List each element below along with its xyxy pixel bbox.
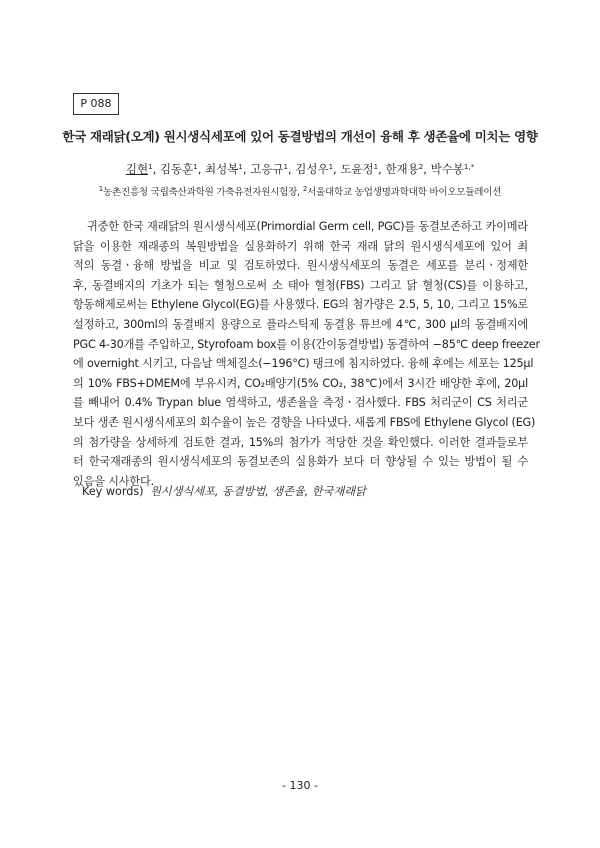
abstract-line: 적의 동결ㆍ융해 방법을 비교 및 검토하였다. 원시생식세포의 동결은 세포를 분리ㆍ정제한 [73, 259, 528, 273]
author [295, 162, 333, 176]
abstract-line: 귀중한 한국 재래닭의 원시생식세포(Primordial Germ cell, PGC)를 동결보존하고 카이메라 [87, 220, 528, 233]
keywords-values: 원시생식세포, 동결방법, 생존율, 한국재래닭 [150, 485, 366, 498]
abstract-line: 후, 동결배지의 기초가 되는 혈청으로써 소 태아 혈청(FBS) 그리고 닭 혈청(CS)를 이용하고, [73, 278, 528, 292]
author-name: 김성우 [295, 162, 329, 176]
keywords [82, 483, 366, 499]
author [205, 162, 243, 176]
author [126, 162, 153, 176]
keywords-label: Key words) [82, 485, 144, 498]
page-number: - 130 - [282, 779, 318, 792]
abstract-body [73, 217, 540, 491]
author-name: 고응규 [250, 162, 284, 176]
affiliation-mark: 2 [302, 185, 308, 193]
author-name: 한재용 [385, 162, 419, 176]
author [340, 162, 378, 176]
affiliation-text: 서울대학교 농업생명과학대학 바이오모듈레이션 [307, 187, 502, 198]
author-name: 도윤정 [340, 162, 374, 176]
abstract-line: 를 빼내어 0.4% Trypan blue 염색하고, 생존율을 측정ㆍ검사했다. FBS 처리군이 CS 처리군 [73, 396, 528, 410]
author-affiliation-mark: 1 [283, 163, 288, 171]
abstract-line: 닭을 이용한 재래종의 복원방법을 실용화하기 위해 한국 재래 닭의 원시생식세포에 있어 최 [73, 239, 528, 253]
paper-title: 한국 재래닭(오계) 원시생식세포에 있어 동결방법의 개선이 융해 후 생존율에 미치는 영향 [62, 129, 538, 144]
author-affiliation-mark: 1 [148, 163, 153, 171]
abstract-line: 의 첨가량을 상세하게 검토한 결과, 15%의 첨가가 적당한 것을 확인했다. 이러한 결과들로부 [73, 435, 528, 449]
abstract-line: 보다 생존 원시생식세포의 회수율이 높은 경향을 나타냈다. 새롭게 FBS에 Ethylene Glycol (EG) [73, 415, 536, 429]
author-name: 김현 [125, 162, 149, 176]
abstract-line: 설정하고, 300ml의 동결배지 용량으로 플라스틱제 동결용 튜브에 4℃, 300 μl의 동결배지에 [73, 317, 528, 331]
abstract-line: 터 한국재래종의 원시생식세포의 동결보존의 실용화가 보다 더 향상될 수 있는 방법이 될 수 [73, 455, 528, 469]
abstract-line: 항동해제로써는 Ethylene Glycol(EG)를 사용했다. EG의 첨가량은 2.5, 5, 10, 그리고 15%로 [73, 298, 528, 312]
author-affiliation-mark: 2 [418, 163, 424, 171]
author [250, 162, 288, 176]
author-name: 김동훈 [159, 162, 194, 176]
abstract-line: 의 10% FBS+DMEM에 부유시켜, CO₂배양기(5% CO₂, 38℃)에서 3시간 배양한 후에, 20μl [73, 376, 528, 390]
author [160, 162, 198, 176]
author-affiliation-mark: 1 [238, 163, 243, 171]
author-name: 박수봉 [430, 162, 464, 176]
abstract-line: 에 overnight 시키고, 다음날 액체질소(−196°C) 탱크에 침지하였다. 융해 후에는 세포는 125μl [73, 357, 534, 371]
author-affiliation-mark: 1 [193, 163, 198, 171]
author-list: 김현$^1$, 김동훈$^1$, 최성복$^1$, 고응규$^1$, 김성우$^1$, 도윤정$^1$, 한재용$^2$, 박수봉$^{1,*}$ [125, 162, 475, 176]
author [431, 162, 475, 176]
author [385, 162, 423, 176]
abstract-line: PGC 4-30개를 주입하고, Styrofoam box를 이용(간이동결방법) 동결하여 −85℃ deep freezer [73, 337, 540, 351]
affiliation-line [0, 184, 600, 198]
abstract-line: 있음을 시사한다. [73, 474, 154, 488]
author-affiliation-mark: 1,* [463, 163, 475, 171]
affiliation-mark: 1 [98, 185, 104, 193]
author-name: 최성복 [205, 162, 239, 176]
abstract-code-box: P 088 [73, 93, 119, 115]
author-affiliation-mark: 1 [373, 163, 379, 171]
author-affiliation-mark: 1 [328, 163, 334, 171]
affiliation-text: 농촌진흥청 국립축산과학원 가축유전자원시험장, [103, 187, 303, 198]
